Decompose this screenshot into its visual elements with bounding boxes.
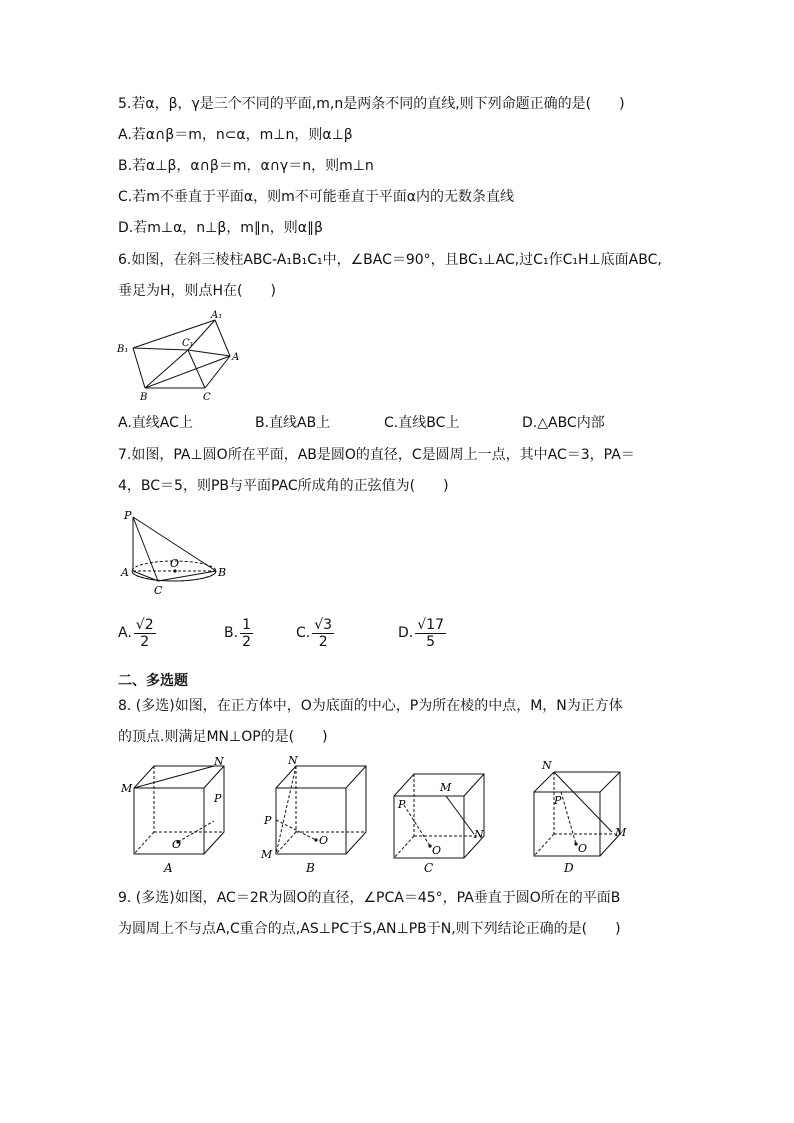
q9-stem-line1: 9. (多选)如图，AC＝2R为圆O的直径，∠PCA＝45°，PA垂直于圆O所在的平面B: [118, 890, 621, 906]
label-p: P: [214, 792, 222, 805]
label-o: O: [432, 844, 442, 857]
label-n: N: [542, 759, 552, 772]
option-letter: A.: [118, 625, 132, 641]
figure-caption-a: A: [164, 861, 173, 875]
q8-cube-figure-a: [118, 755, 228, 878]
label-n: N: [288, 754, 298, 767]
label-n: N: [214, 755, 224, 768]
q6-option-b: B.直线AB上: [255, 415, 331, 431]
label-b: B: [218, 566, 227, 579]
q6-option-c: C.直线BC上: [384, 415, 460, 431]
q9-stem-line2: 为圆周上不与点A,C重合的点,AS⊥PC于S,AN⊥PB于N,则下列结论正确的是( ): [118, 921, 621, 937]
label-m: M: [121, 782, 133, 795]
q8-stem-line2: 的顶点.则满足MN⊥OP的是( ): [118, 729, 328, 745]
label-m: M: [261, 848, 273, 861]
label-b1: B₁: [117, 344, 129, 355]
figure-caption-d: D: [564, 861, 574, 875]
q8-cube-figure-b: [258, 754, 368, 878]
option-letter: D.: [398, 625, 414, 641]
figure-caption-b: B: [306, 861, 315, 875]
fraction-numerator: √ 3: [312, 617, 334, 634]
section-title: 二、多选题: [118, 673, 188, 689]
label-b: B: [140, 392, 148, 403]
label-a: A: [121, 566, 129, 579]
option-letter: C.: [296, 625, 311, 641]
label-o: O: [170, 557, 180, 570]
fraction-denominator: 2: [140, 633, 150, 650]
q7-option-b: [224, 612, 253, 654]
label-o: O: [319, 834, 329, 847]
fraction-numerator: 1: [242, 616, 251, 633]
label-o: O: [172, 838, 182, 851]
q5-option-c: C.若m不垂直于平面α，则m不可能垂直于平面α内的无数条直线: [118, 189, 514, 205]
q6-prism-figure: [115, 308, 255, 403]
fraction-numerator: √ 17: [415, 617, 446, 634]
label-m: M: [440, 781, 452, 794]
label-c: C: [203, 392, 211, 403]
q6-stem-line2: 垂足为H，则点H在( ): [118, 283, 276, 299]
q7-option-d: [398, 612, 446, 654]
label-p: P: [554, 794, 562, 807]
fraction-denominator: 2: [318, 633, 328, 650]
label-p: P: [124, 509, 132, 522]
fraction-denominator: 5: [426, 633, 436, 650]
q8-stem-line1: 8. (多选)如图，在正方体中，O为底面的中心，P为所在棱的中点，M，N为正方体: [118, 698, 623, 714]
q5-option-a: A.若α∩β＝m，n⊂α，m⊥n，则α⊥β: [118, 127, 353, 143]
q5-option-d: D.若m⊥α，n⊥β，m∥n，则α∥β: [118, 220, 323, 236]
label-c: C: [154, 584, 163, 597]
q6-stem-line1: 6.如图，在斜三棱柱ABC-A₁B₁C₁中，∠BAC＝90°，且BC₁⊥AC,过C₁作C₁H⊥底面ABC,: [118, 252, 662, 268]
label-p: P: [398, 798, 406, 811]
label-m: M: [615, 826, 627, 839]
q6-option-a: A.直线AC上: [118, 415, 193, 431]
label-o: O: [578, 842, 588, 855]
q8-cube-figure-d: [528, 758, 638, 878]
fraction-denominator: 2: [242, 633, 251, 650]
label-a1: A₁: [211, 310, 223, 321]
label-a: A: [232, 352, 240, 363]
q7-option-c: [296, 612, 334, 654]
q6-option-d: D.△ABC内部: [522, 415, 605, 431]
q7-stem-line2: 4，BC＝5，则PB与平面PAC所成角的正弦值为( ): [118, 478, 449, 494]
fraction-numerator: √ 2: [134, 617, 156, 634]
q5-option-b: B.若α⊥β，α∩β＝m，α∩γ＝n，则m⊥n: [118, 158, 374, 174]
label-c1: C₁: [182, 338, 194, 349]
q8-cube-figure-c: [386, 758, 496, 878]
q7-stem-line1: 7.如图，PA⊥圆O所在平面，AB是圆O的直径，C是圆周上一点，其中AC＝3，PA＝: [118, 447, 635, 463]
q5-stem: 5.若α，β，γ是三个不同的平面,m,n是两条不同的直线,则下列命题正确的是( ): [118, 96, 625, 112]
label-n: N: [474, 828, 484, 841]
q7-cone-figure: [118, 505, 238, 600]
figure-caption-c: C: [424, 861, 434, 875]
q7-option-a: [118, 612, 156, 654]
option-letter: B.: [224, 625, 239, 641]
label-p: P: [264, 814, 272, 827]
